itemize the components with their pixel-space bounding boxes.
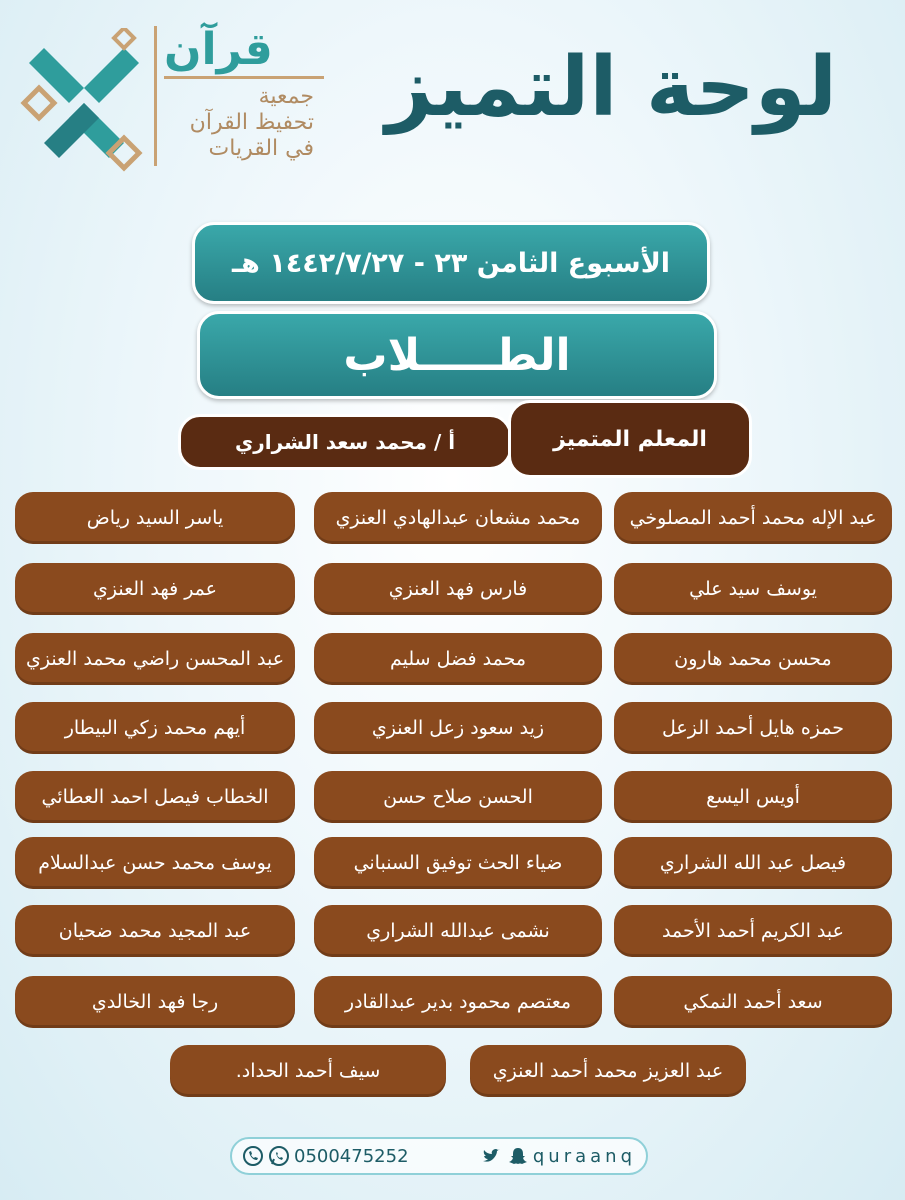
logo-emblem-icon <box>14 28 154 178</box>
student-item: فيصل عبد الله الشراري <box>614 837 892 889</box>
logo <box>14 18 314 168</box>
student-item: محمد مشعان عبدالهادي العنزي <box>314 492 602 544</box>
phone-icon[interactable] <box>242 1145 264 1167</box>
student-item: سعد أحمد النمكي <box>614 976 892 1028</box>
student-item: الحسن صلاح حسن <box>314 771 602 823</box>
whatsapp-icon[interactable] <box>268 1145 290 1167</box>
student-item: عبد المحسن راضي محمد العنزي <box>15 633 295 685</box>
logo-line-3: في القريات <box>208 136 314 161</box>
student-item: عبد المجيد محمد ضحيان <box>15 905 295 957</box>
student-item: يوسف سيد علي <box>614 563 892 615</box>
student-item: عمر فهد العنزي <box>15 563 295 615</box>
page-title: لوحة التميز <box>385 40 837 135</box>
twitter-icon[interactable] <box>481 1145 503 1167</box>
teacher-name: أ / محمد سعد الشراري <box>178 414 512 470</box>
logo-line-1: جمعية <box>258 84 314 109</box>
student-item: حمزه هايل أحمد الزعل <box>614 702 892 754</box>
student-item: محسن محمد هارون <box>614 633 892 685</box>
student-item: نشمى عبدالله الشراري <box>314 905 602 957</box>
social-handle[interactable]: quraanq <box>532 1145 636 1167</box>
student-item: ضياء الحث توفيق السنباني <box>314 837 602 889</box>
phone-number[interactable]: 0500475252 <box>294 1145 409 1167</box>
week-banner: الأسبوع الثامن ٢٣ - ١٤٤٢/٧/٢٧ هـ <box>192 222 710 304</box>
student-item: زيد سعود زعل العنزي <box>314 702 602 754</box>
logo-divider <box>164 76 324 79</box>
student-item: ياسر السيد رياض <box>15 492 295 544</box>
teacher-label: المعلم المتميز <box>508 400 752 478</box>
logo-line-2: تحفيظ القرآن <box>189 110 314 135</box>
student-item: أيهم محمد زكي البيطار <box>15 702 295 754</box>
student-item: عبد الكريم أحمد الأحمد <box>614 905 892 957</box>
logo-name: قرآن <box>164 24 273 75</box>
section-banner: الطـــــلاب <box>197 311 717 399</box>
student-item: يوسف محمد حسن عبدالسلام <box>15 837 295 889</box>
student-item: عبد الإله محمد أحمد المصلوخي <box>614 492 892 544</box>
student-item: رجا فهد الخالدي <box>15 976 295 1028</box>
student-item: سيف أحمد الحداد. <box>170 1045 446 1097</box>
snapchat-icon[interactable] <box>507 1145 529 1167</box>
student-item: فارس فهد العنزي <box>314 563 602 615</box>
student-item: الخطاب فيصل احمد العطائي <box>15 771 295 823</box>
contact-bar <box>230 1137 648 1175</box>
student-item: معتصم محمود بدير عبدالقادر <box>314 976 602 1028</box>
student-item: أويس اليسع <box>614 771 892 823</box>
student-item: عبد العزيز محمد أحمد العنزي <box>470 1045 746 1097</box>
student-item: محمد فضل سليم <box>314 633 602 685</box>
